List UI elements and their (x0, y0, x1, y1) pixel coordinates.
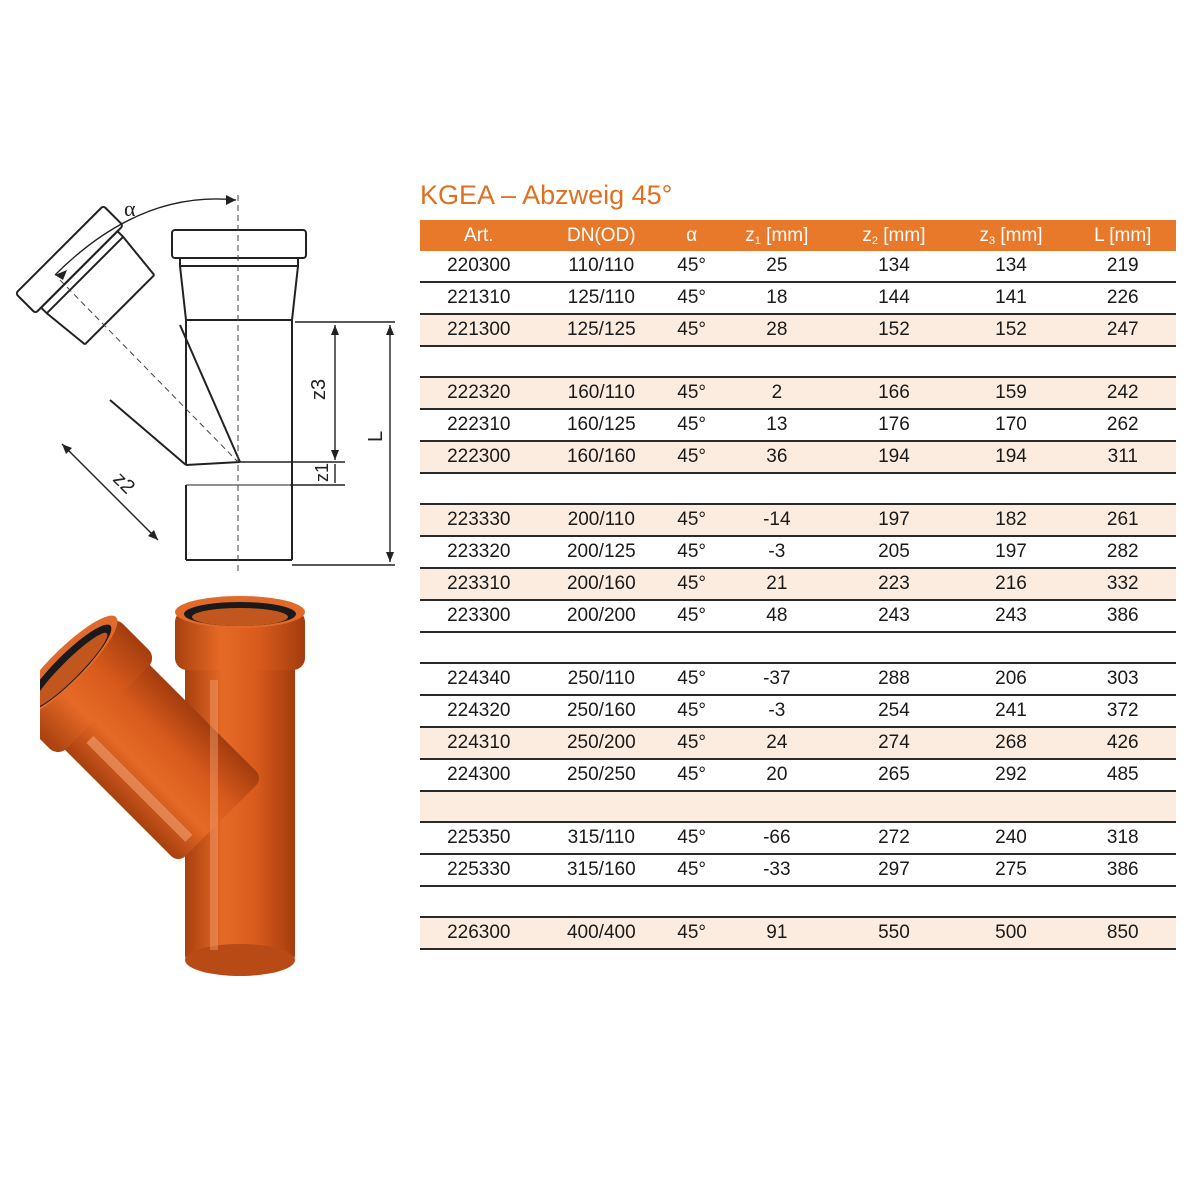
table-cell: 2 (718, 377, 835, 409)
table-cell: 45° (665, 282, 718, 314)
table-cell: 500 (952, 917, 1069, 949)
column-header: $z_1$ [mm] (718, 220, 835, 251)
table-cell: 176 (835, 409, 952, 441)
table-cell: 134 (952, 251, 1069, 282)
table-row (420, 917, 1176, 949)
column-header: L [mm] (1070, 220, 1176, 251)
table-cell: 45° (665, 917, 718, 949)
spacer-cell (420, 473, 1176, 504)
table-cell: 160/160 (538, 441, 665, 473)
table-cell: 144 (835, 282, 952, 314)
table-cell: 197 (835, 504, 952, 536)
table-cell: 250/250 (538, 759, 665, 791)
table-cell: 18 (718, 282, 835, 314)
table-cell: 223 (835, 568, 952, 600)
table-cell: 160/110 (538, 377, 665, 409)
table-cell: -33 (718, 854, 835, 886)
table-cell: 272 (835, 822, 952, 854)
table-cell: 243 (952, 600, 1069, 632)
table-cell: 45° (665, 504, 718, 536)
spacer-cell (420, 886, 1176, 917)
table-cell: 170 (952, 409, 1069, 441)
table-cell: 220300 (420, 251, 538, 282)
table-cell: 274 (835, 727, 952, 759)
table-cell: 243 (835, 600, 952, 632)
table-row (420, 759, 1176, 791)
table-cell: 242 (1070, 377, 1176, 409)
table-cell: 224320 (420, 695, 538, 727)
table-cell: 372 (1070, 695, 1176, 727)
table-row (420, 314, 1176, 346)
table-cell: 262 (1070, 409, 1176, 441)
z1-label: z1 (312, 462, 332, 482)
table-cell: 166 (835, 377, 952, 409)
table-cell: 194 (952, 441, 1069, 473)
table-cell: 222310 (420, 409, 538, 441)
table-cell: 254 (835, 695, 952, 727)
spacer-row (420, 473, 1176, 504)
table-cell: 224310 (420, 727, 538, 759)
technical-drawing (0, 0, 420, 600)
table-cell: 224340 (420, 663, 538, 695)
table-cell: 152 (952, 314, 1069, 346)
table-cell: 45° (665, 314, 718, 346)
table-row (420, 441, 1176, 473)
table-cell: -66 (718, 822, 835, 854)
z3-label: z3 (308, 378, 330, 400)
table-cell: 250/200 (538, 727, 665, 759)
table-cell: 224300 (420, 759, 538, 791)
table-cell: 225350 (420, 822, 538, 854)
table-row (420, 377, 1176, 409)
table-cell: 292 (952, 759, 1069, 791)
table-cell: 850 (1070, 917, 1176, 949)
table-row (420, 727, 1176, 759)
table-cell: 226 (1070, 282, 1176, 314)
table-cell: 45° (665, 854, 718, 886)
table-cell: 152 (835, 314, 952, 346)
table-cell: 45° (665, 568, 718, 600)
table-cell: 45° (665, 727, 718, 759)
alpha-label: α (124, 196, 136, 221)
table-cell: 315/110 (538, 822, 665, 854)
table-cell: 226300 (420, 917, 538, 949)
table-cell: 485 (1070, 759, 1176, 791)
table-cell: 400/400 (538, 917, 665, 949)
table-cell: 222300 (420, 441, 538, 473)
table-cell: 222320 (420, 377, 538, 409)
table-cell: 134 (835, 251, 952, 282)
table-cell: 303 (1070, 663, 1176, 695)
spacer-row (420, 791, 1176, 822)
table-cell: 250/110 (538, 663, 665, 695)
table-row (420, 695, 1176, 727)
table-row (420, 663, 1176, 695)
table-cell: 223320 (420, 536, 538, 568)
table-cell: 318 (1070, 822, 1176, 854)
table-cell: 386 (1070, 854, 1176, 886)
table-cell: 125/125 (538, 314, 665, 346)
table-cell: 197 (952, 536, 1069, 568)
z2-label: z2 (108, 467, 139, 499)
table-cell: 386 (1070, 600, 1176, 632)
table-cell: 268 (952, 727, 1069, 759)
table-cell: 13 (718, 409, 835, 441)
table-cell: 206 (952, 663, 1069, 695)
spacer-cell (420, 346, 1176, 377)
table-cell: 28 (718, 314, 835, 346)
table-cell: 332 (1070, 568, 1176, 600)
table-row (420, 504, 1176, 536)
column-header: Art. (420, 220, 538, 251)
table-cell: 200/125 (538, 536, 665, 568)
table-row (420, 282, 1176, 314)
table-cell: 24 (718, 727, 835, 759)
table-cell: 216 (952, 568, 1069, 600)
table-cell: 182 (952, 504, 1069, 536)
table-cell: 221310 (420, 282, 538, 314)
table-cell: 225330 (420, 854, 538, 886)
table-cell: 45° (665, 663, 718, 695)
table-cell: 223310 (420, 568, 538, 600)
table-cell: -3 (718, 695, 835, 727)
table-cell: 45° (665, 822, 718, 854)
table-row (420, 536, 1176, 568)
table-cell: 25 (718, 251, 835, 282)
spacer-cell (420, 632, 1176, 663)
table-cell: 261 (1070, 504, 1176, 536)
table-row (420, 822, 1176, 854)
column-header: $z_2$ [mm] (835, 220, 952, 251)
table-cell: 194 (835, 441, 952, 473)
table-cell: 45° (665, 251, 718, 282)
table-row (420, 251, 1176, 282)
table-cell: 110/110 (538, 251, 665, 282)
table-cell: 200/110 (538, 504, 665, 536)
table-cell: 219 (1070, 251, 1176, 282)
table-cell: 241 (952, 695, 1069, 727)
spacer-row (420, 632, 1176, 663)
table-cell: 45° (665, 695, 718, 727)
table-cell: -3 (718, 536, 835, 568)
table-cell: 45° (665, 409, 718, 441)
table-cell: 45° (665, 759, 718, 791)
table-row (420, 409, 1176, 441)
table-cell: 297 (835, 854, 952, 886)
table-cell: 288 (835, 663, 952, 695)
table-cell: 221300 (420, 314, 538, 346)
table-cell: 36 (718, 441, 835, 473)
table-row (420, 854, 1176, 886)
table-cell: 223330 (420, 504, 538, 536)
table-cell: 426 (1070, 727, 1176, 759)
table-cell: 159 (952, 377, 1069, 409)
table-cell: 125/110 (538, 282, 665, 314)
dimensions-table (420, 220, 1176, 950)
column-header: DN(OD) (538, 220, 665, 251)
table-cell: 550 (835, 917, 952, 949)
table-cell: 21 (718, 568, 835, 600)
spacer-cell (420, 791, 1176, 822)
table-cell: 240 (952, 822, 1069, 854)
table-cell: 45° (665, 600, 718, 632)
table-cell: 45° (665, 377, 718, 409)
table-cell: 275 (952, 854, 1069, 886)
table-header-row (420, 220, 1176, 251)
table-cell: 91 (718, 917, 835, 949)
table-cell: -14 (718, 504, 835, 536)
table-cell: 20 (718, 759, 835, 791)
table-cell: 265 (835, 759, 952, 791)
table-cell: 282 (1070, 536, 1176, 568)
table-cell: 250/160 (538, 695, 665, 727)
table-cell: 311 (1070, 441, 1176, 473)
table-row (420, 600, 1176, 632)
table-cell: 223300 (420, 600, 538, 632)
L-label: L (365, 430, 387, 442)
table-cell: 141 (952, 282, 1069, 314)
page-title: KGEA – Abzweig 45° (420, 180, 673, 210)
table-cell: 200/160 (538, 568, 665, 600)
table-cell: 45° (665, 441, 718, 473)
spacer-row (420, 346, 1176, 377)
table-cell: 45° (665, 536, 718, 568)
spacer-row (420, 886, 1176, 917)
table-row (420, 568, 1176, 600)
table-cell: 48 (718, 600, 835, 632)
table-cell: 315/160 (538, 854, 665, 886)
table-cell: -37 (718, 663, 835, 695)
table-cell: 160/125 (538, 409, 665, 441)
table-cell: 205 (835, 536, 952, 568)
table-cell: 200/200 (538, 600, 665, 632)
product-photo (40, 590, 360, 980)
column-header: α (665, 220, 718, 251)
table-cell: 247 (1070, 314, 1176, 346)
column-header: $z_3$ [mm] (952, 220, 1069, 251)
